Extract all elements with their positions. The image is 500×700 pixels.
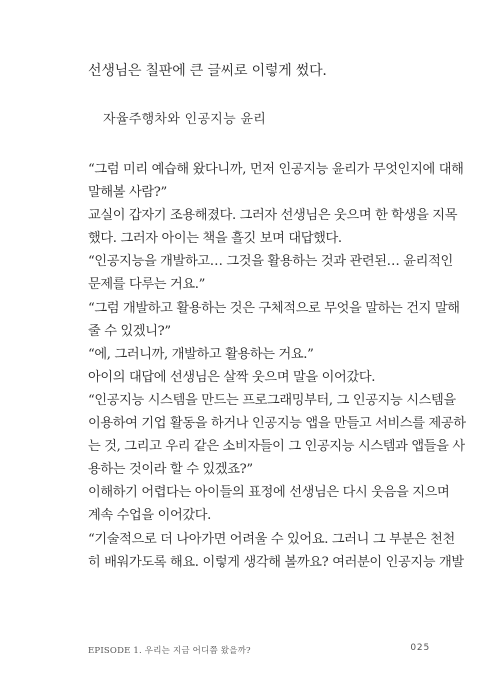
paragraph bbox=[88, 389, 466, 481]
paragraph bbox=[88, 343, 443, 366]
body-text bbox=[88, 158, 466, 574]
text-line: 용하는 것이라 할 수 있겠죠?” bbox=[88, 462, 253, 478]
text-line: 계속 수업을 이어갔다. bbox=[88, 508, 212, 524]
text-line: 히 배워가도록 해요. 이렇게 생각해 볼까요? 여러분이 인공지능 개발 bbox=[88, 554, 464, 570]
paragraph bbox=[88, 250, 453, 296]
text-line: 했다. 그러자 아이는 책을 흘깃 보며 대답했다. bbox=[88, 231, 342, 247]
paragraph bbox=[88, 528, 464, 574]
text-line: “기술적으로 더 나아가면 어려울 수 있어요. 그러니 그 부분은 천천 bbox=[88, 531, 455, 547]
page-footer bbox=[70, 644, 430, 658]
paragraph bbox=[88, 297, 460, 343]
text-line: 문제를 다루는 거요.” bbox=[88, 277, 206, 293]
text-line: “그럼 미리 예습해 왔다니까, 먼저 인공지능 윤리가 무엇인지에 대해 bbox=[88, 162, 464, 177]
text-line: “에, 그러니까, 개발하고 활용하는 거요.” bbox=[88, 346, 314, 362]
running-footer-title: EPISODE 1. 우리는 지금 어디쯤 왔을까? bbox=[88, 646, 251, 656]
text-line: “그럼 개발하고 활용하는 것은 구체적으로 무엇을 말하는 건지 말해 bbox=[88, 300, 460, 316]
text-line: “인공지능 시스템을 만드는 프로그래밍부터, 그 인공지능 시스템을 bbox=[88, 392, 456, 408]
text-line: 줄 수 있겠니?” bbox=[88, 323, 171, 339]
text-line: 교실이 갑자기 조용해졌다. 그러자 선생님은 웃으며 한 학생을 지목 bbox=[88, 208, 458, 224]
lead-sentence: 선생님은 칠판에 큰 글씨로 이렇게 썼다. bbox=[88, 63, 327, 79]
paragraph bbox=[88, 204, 458, 250]
paragraph bbox=[88, 366, 443, 389]
text-line: “인공지능을 개발하고… 그것을 활용하는 것과 관련된… 윤리적인 bbox=[88, 254, 453, 270]
paragraph bbox=[88, 158, 464, 204]
text-line: 이용하여 기업 활동을 하거나 인공지능 앱을 만들고 서비스를 제공하 bbox=[88, 416, 466, 432]
text-line: 이해하기 어렵다는 아이들의 표정에 선생님은 다시 웃음을 지으며 bbox=[88, 485, 450, 501]
page-number: 025 bbox=[410, 643, 430, 653]
text-line: 아이의 대답에 선생님은 살짝 웃으며 말을 이어갔다. bbox=[88, 369, 376, 385]
text-line: 는 것, 그리고 우리 같은 소비자들이 그 인공지능 시스템과 앱들을 사 bbox=[88, 439, 465, 455]
board-text: 자율주행차와 인공지능 윤리 bbox=[103, 112, 267, 127]
paragraph bbox=[88, 481, 450, 527]
text-line: 말해볼 사람?” bbox=[88, 185, 167, 201]
